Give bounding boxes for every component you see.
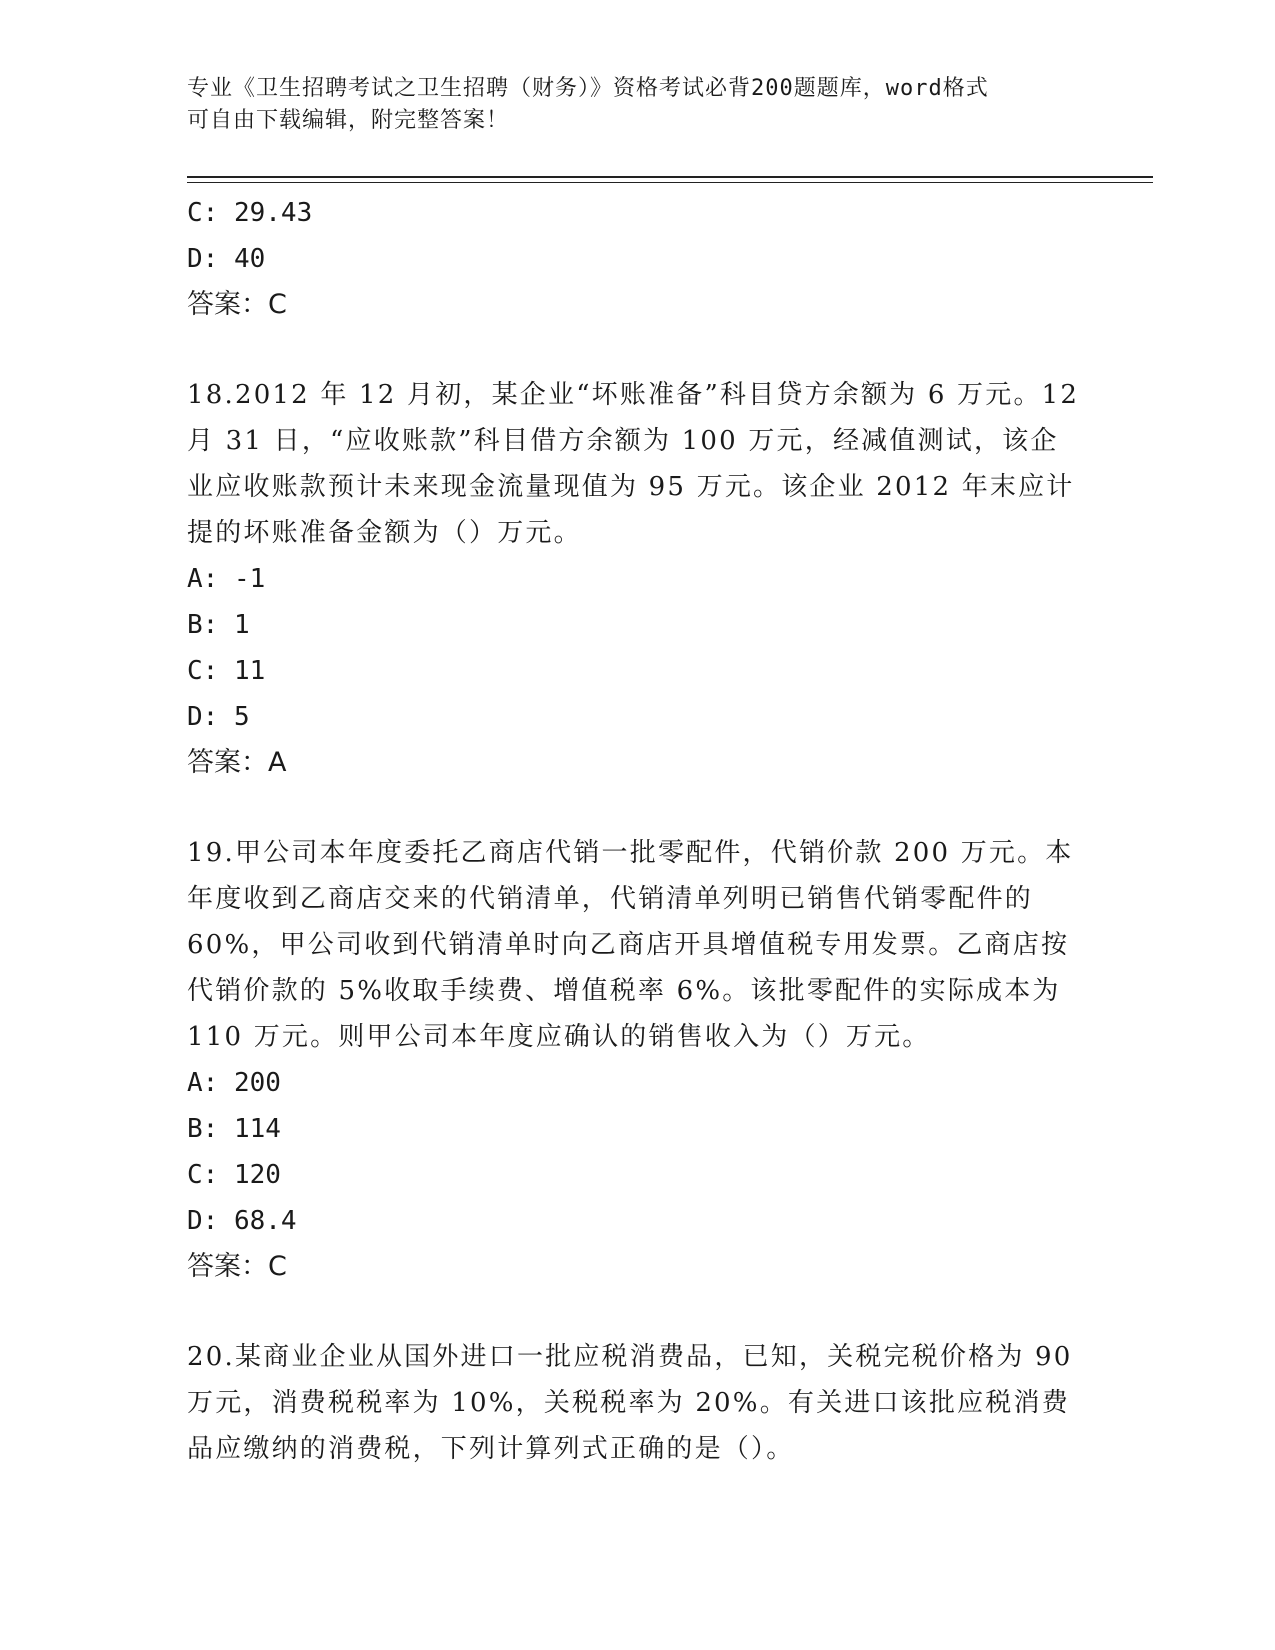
question-18	[187, 372, 1087, 786]
question-17-tail	[187, 190, 1087, 328]
header-line-2: 可自由下载编辑，附完整答案！	[187, 108, 510, 133]
question-text	[187, 372, 1087, 556]
answer-line: 答案：C	[187, 1251, 287, 1282]
option-d: D: 5	[187, 702, 250, 732]
question-line: 60%，甲公司收到代销清单时向乙商店开具增值税专用发票。乙商店按	[187, 930, 1070, 960]
question-line: 110 万元。则甲公司本年度应确认的销售收入为（）万元。	[187, 1022, 931, 1052]
header-rule-thin	[187, 182, 1153, 183]
option-a: A: 200	[187, 1068, 281, 1098]
option-c: C: 11	[187, 656, 266, 686]
question-line: 业应收账款预计未来现金流量现值为 95 万元。该企业 2012 年末应计	[187, 472, 1075, 502]
option-b: B: 114	[187, 1114, 281, 1144]
question-line: 年度收到乙商店交来的代销清单，代销清单列明已销售代销零配件的	[187, 884, 1034, 914]
question-line: 提的坏账准备金额为（）万元。	[187, 518, 582, 548]
answer-line: 答案：C	[187, 289, 287, 320]
question-20	[187, 1334, 1087, 1472]
option-c: C: 29.43	[187, 198, 313, 228]
question-text	[187, 830, 1087, 1060]
question-line: 20.某商业企业从国外进口一批应税消费品，已知，关税完税价格为 90	[187, 1342, 1073, 1372]
question-line: 18.2012 年 12 月初，某企业“坏账准备”科目贷方余额为 6 万元。12	[187, 380, 1080, 410]
option-a: A: -1	[187, 564, 266, 594]
option-c: C: 120	[187, 1160, 281, 1190]
answer-line: 答案：A	[187, 747, 287, 778]
document-header	[187, 73, 1087, 137]
document-body	[187, 190, 1087, 1472]
option-b: B: 1	[187, 610, 250, 640]
question-line: 代销价款的 5%收取手续费、增值税率 6%。该批零配件的实际成本为	[187, 976, 1061, 1006]
question-line: 品应缴纳的消费税，下列计算列式正确的是（）。	[187, 1434, 795, 1464]
option-d: D: 40	[187, 244, 266, 274]
question-line: 19.甲公司本年度委托乙商店代销一批零配件，代销价款 200 万元。本	[187, 838, 1074, 868]
question-line: 月 31 日，“应收账款”科目借方余额为 100 万元，经减值测试，该企	[187, 426, 1059, 456]
question-line: 万元，消费税税率为 10%，关税税率为 20%。有关进口该批应税消费	[187, 1388, 1070, 1418]
question-text	[187, 1334, 1087, 1472]
header-rule-thick	[187, 176, 1153, 178]
question-19	[187, 830, 1087, 1290]
header-line-1: 专业《卫生招聘考试之卫生招聘（财务）》资格考试必背200题题库，word格式	[187, 76, 989, 101]
option-d: D: 68.4	[187, 1206, 297, 1236]
